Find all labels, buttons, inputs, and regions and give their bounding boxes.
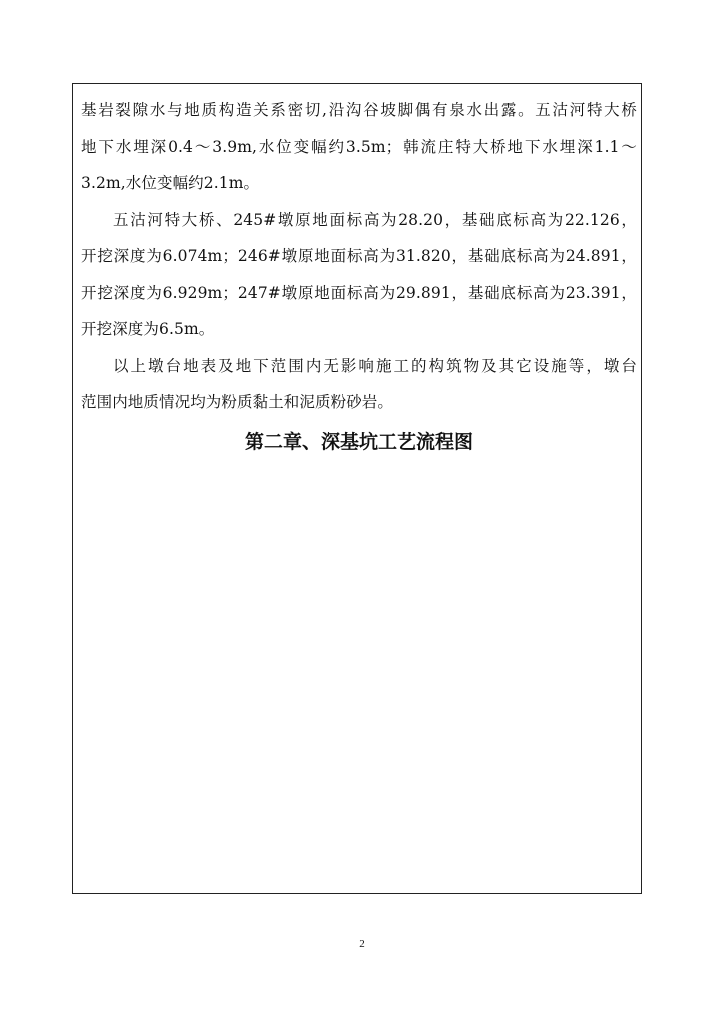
chapter-heading: 第二章、深基坑工艺流程图 bbox=[244, 430, 473, 453]
text-line: 地下水埋深0.4～3.9m,水位变幅约3.5m；韩流庄特大桥地下水埋深1.1～ bbox=[81, 137, 637, 156]
text-line: 开挖深度为6.929m；247#墩原地面标高为29.891，基础底标高为23.391， bbox=[81, 283, 637, 302]
text-line: 五沽河特大桥、245#墩原地面标高为28.20，基础底标高为22.126， bbox=[113, 210, 637, 229]
content-frame bbox=[72, 83, 642, 894]
text-line: 范围内地质情况均为粉质黏土和泥质粉砂岩。 bbox=[81, 393, 394, 411]
document-body bbox=[81, 92, 637, 462]
text-line: 开挖深度为6.5m。 bbox=[81, 320, 215, 338]
text-line: 基岩裂隙水与地质构造关系密切,沿沟谷坡脚偶有泉水出露。五沽河特大桥 bbox=[81, 101, 637, 119]
text-line: 开挖深度为6.074m；246#墩原地面标高为31.820，基础底标高为24.891， bbox=[81, 247, 637, 265]
page-number: 2 bbox=[359, 938, 365, 950]
text-line: 3.2m,水位变幅约2.1m。 bbox=[81, 174, 260, 192]
text-line: 以上墩台地表及地下范围内无影响施工的构筑物及其它设施等，墩台 bbox=[113, 356, 637, 375]
